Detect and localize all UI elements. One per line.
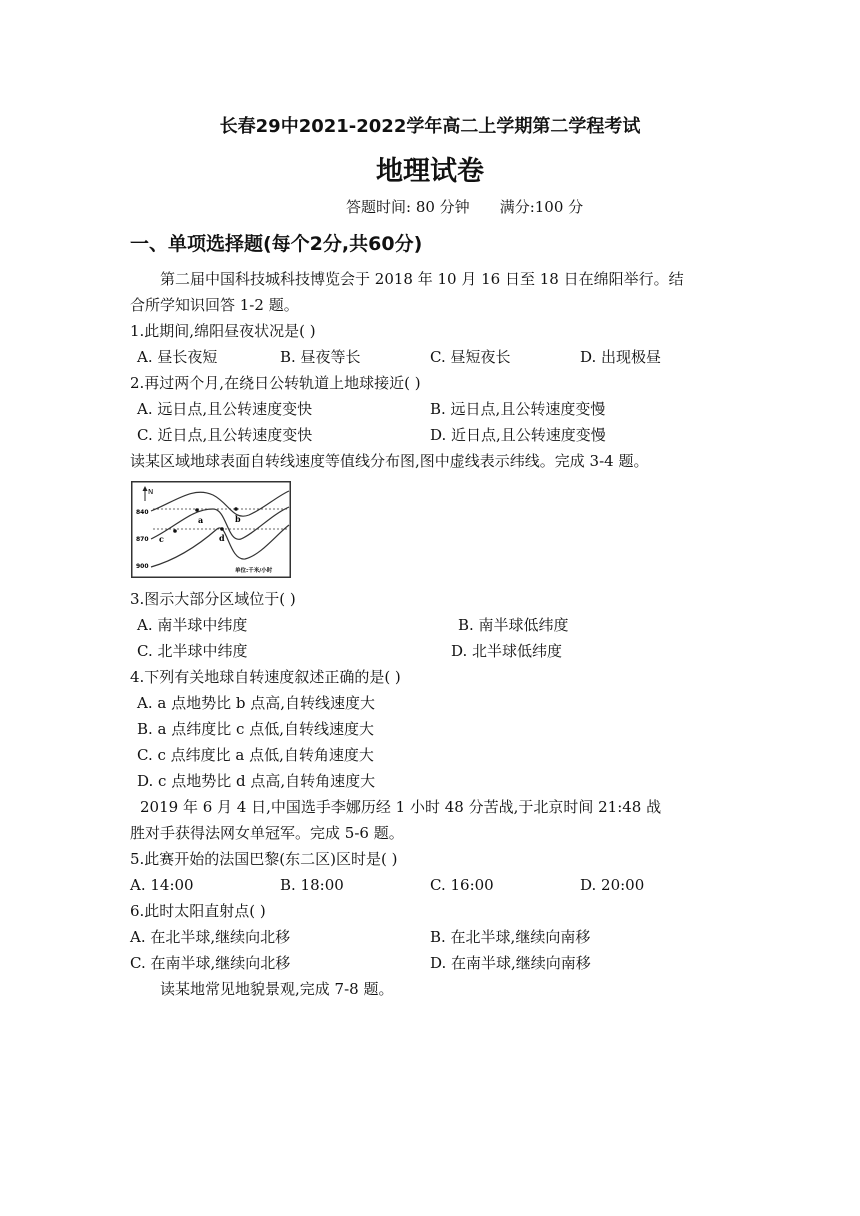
full-score: 满分:100 分 [499,198,584,216]
point-d-marker [220,527,224,531]
isoline-label: 900 [136,563,149,570]
option-c: C. c 点纬度比 a 点低,自转角速度大 [137,746,374,764]
option-a: A. 昼长夜短 [137,348,218,366]
option-c: C. 在南半球,继续向北移 [130,954,291,972]
point-a-label: a [198,515,204,525]
point-a-marker [195,508,199,512]
option-c: C. 16:00 [430,876,494,894]
figure-frame [132,482,291,578]
option-a: A. 南半球中纬度 [137,616,248,634]
question-stem: 4.下列有关地球自转速度叙述正确的是( ) [130,668,401,686]
option-b: B. 南半球低纬度 [458,616,569,634]
option-d: D. 20:00 [580,876,645,894]
option-b: B. 18:00 [280,876,344,894]
passage-text: 2019 年 6 月 4 日,中国选手李娜历经 1 小时 48 分苦战,于北京时间 21:48 战 [140,798,662,816]
option-c: C. 北半球中纬度 [137,642,248,660]
point-c-marker [173,529,177,533]
option-a: A. 远日点,且公转速度变快 [137,400,313,418]
passage-text: 读某地常见地貌景观,完成 7-8 题。 [160,980,394,998]
point-b-label: b [235,514,241,524]
question-stem: 2.再过两个月,在绕日公转轨道上地球接近( ) [130,374,421,392]
subject-title: 地理试卷 [376,156,484,187]
option-a: A. 在北半球,继续向北移 [130,928,291,946]
north-label: N [148,488,154,496]
unit-label: 单位:千米/小时 [235,568,273,574]
option-a: A. a 点地势比 b 点高,自转线速度大 [137,694,375,712]
option-c: C. 昼短夜长 [430,348,511,366]
option-d: D. 近日点,且公转速度变慢 [430,426,606,444]
question-stem: 3.图示大部分区域位于( ) [130,590,296,608]
isoline-map-figure [131,481,291,578]
option-a: A. 14:00 [130,876,194,894]
option-d: D. 北半球低纬度 [451,642,563,660]
passage-text: 合所学知识回答 1-2 题。 [130,296,299,314]
exam-school-title: 长春29中2021-2022学年高二上学期第二学程考试 [219,116,641,137]
option-b: B. 远日点,且公转速度变慢 [430,400,606,418]
option-c: C. 近日点,且公转速度变快 [137,426,313,444]
passage-text: 读某区域地球表面自转线速度等值线分布图,图中虚线表示纬线。完成 3-4 题。 [130,452,649,470]
exam-info [346,196,583,218]
time-limit: 答题时间: 80 分钟 [346,198,470,216]
option-b: B. 昼夜等长 [280,348,361,366]
question-stem: 6.此时太阳直射点( ) [130,902,266,920]
point-c-label: c [159,534,164,544]
point-d-label: d [219,533,225,543]
option-d: D. 出现极昼 [580,348,662,366]
section-title: 一、单项选择题(每个2分,共60分) [130,233,423,255]
isoline-label: 870 [136,536,149,543]
option-d: D. 在南半球,继续向南移 [430,954,591,972]
isoline-label: 840 [136,509,149,516]
question-stem: 5.此赛开始的法国巴黎(东二区)区时是( ) [130,850,398,868]
question-stem: 1.此期间,绵阳昼夜状况是( ) [130,322,316,340]
option-b: B. a 点纬度比 c 点低,自转线速度大 [137,720,374,738]
option-b: B. 在北半球,继续向南移 [430,928,591,946]
point-b-marker [234,507,238,511]
passage-text: 第二届中国科技城科技博览会于 2018 年 10 月 16 日至 18 日在绵阳举行。结 [160,270,684,288]
passage-text: 胜对手获得法网女单冠军。完成 5-6 题。 [130,824,404,842]
option-d: D. c 点地势比 d 点高,自转角速度大 [137,772,376,790]
